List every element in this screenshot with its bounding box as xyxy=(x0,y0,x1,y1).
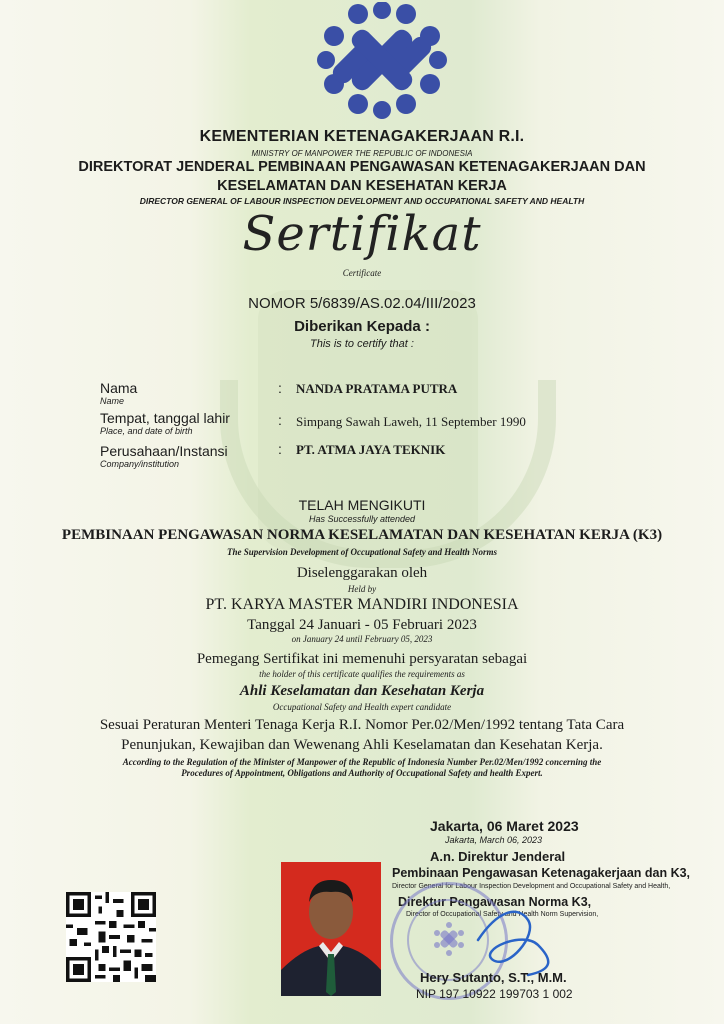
signature-scribble xyxy=(468,900,558,980)
ministry-name-en: MINISTRY OF MANPOWER THE REPUBLIC OF INDONESIA xyxy=(251,149,473,158)
given-to: Diberikan Kepada : xyxy=(294,318,430,335)
directorate-line1: DIREKTORAT JENDERAL PEMBINAAN PENGAWASAN KETENAGAKERJAAN DAN xyxy=(78,159,646,175)
regulation-en-line1: According to the Regulation of the Minister of Manpower of the Republic of Indonesia Number Per.02/Men/1992 concerning the xyxy=(122,757,602,767)
regulation-line2: Penunjukan, Kewajiban dan Wewenang Ahli Keselamatan dan Kesehatan Kerja. xyxy=(121,737,603,753)
holder-photo xyxy=(281,862,381,996)
qualifies-en: the holder of this certificate qualifies the requirements as xyxy=(259,669,465,679)
field-value-birth: Simpang Sawah Laweh, 11 September 1990 xyxy=(296,414,526,429)
field-label: Nama xyxy=(100,380,138,396)
sign-on-behalf: A.n. Direktur Jenderal xyxy=(430,849,566,864)
directorate-en: DIRECTOR GENERAL OF LABOUR INSPECTION DEVELOPMENT AND OCCUPATIONAL SAFETY AND HEALTH xyxy=(139,196,585,206)
role-title-en: Occupational Safety and Health expert candidate xyxy=(272,702,452,712)
field-value-name: NANDA PRATAMA PUTRA xyxy=(296,381,458,396)
program-title-en: The Supervision Development of Occupational Safety and Health Norms xyxy=(227,547,497,557)
attended: TELAH MENGIKUTI xyxy=(298,497,426,513)
field-label-en: Company/institution xyxy=(100,459,180,469)
directorate-line2: KESELAMATAN DAN KESEHATAN KERJA xyxy=(217,178,507,194)
qualifies: Pemegang Sertifikat ini memenuhi persyaratan sebagai xyxy=(196,651,528,667)
qr-code xyxy=(66,892,156,982)
field-label: Perusahaan/Instansi xyxy=(100,443,228,459)
sign-director-en: Director of Occupational Safety and Health Norm Supervision, xyxy=(406,911,599,918)
field-birth xyxy=(100,410,230,436)
stamp-logo-icon xyxy=(431,921,467,957)
field-label: Tempat, tanggal lahir xyxy=(100,410,230,426)
person-portrait-icon xyxy=(281,862,381,996)
program-title: PEMBINAAN PENGAWASAN NORMA KESELAMATAN DAN KESEHATAN KERJA (K3) xyxy=(61,527,663,543)
certificate-title-en: Certificate xyxy=(342,268,382,278)
certificate-title: Sertifikat xyxy=(242,206,482,262)
sign-name: Hery Sutanto, S.T., M.M. xyxy=(420,970,567,985)
sign-director: Direktur Pengawasan Norma K3, xyxy=(398,895,592,909)
sign-place-date-en: Jakarta, March 06, 2023 xyxy=(445,835,543,845)
regulation-en-line2: Procedures of Appointment, Obligations and Authority of Occupational Safety and health Expert. xyxy=(181,768,543,778)
training-date: Tanggal 24 Januari - 05 Februari 2023 xyxy=(247,617,477,633)
field-colon: : xyxy=(278,412,282,428)
ministry-logo-icon xyxy=(312,2,452,120)
regulation-line1: Sesuai Peraturan Menteri Tenaga Kerja R.I. Nomor Per.02/Men/1992 tentang Tata Cara xyxy=(99,717,625,733)
field-label-en: Place, and date of birth xyxy=(100,426,193,436)
field-name xyxy=(100,380,137,406)
sign-dg-title-en: Director General for Labour Inspection Development and Occupational Safety and Health, xyxy=(392,883,671,890)
sign-nip: NIP 197 10922 199703 1 002 xyxy=(416,987,573,1001)
attended-en: Has Successfully attended xyxy=(308,514,416,524)
sign-dg-title: Pembinaan Pengawasan Ketenagakerjaan dan K3, xyxy=(392,866,691,880)
certificate-number: NOMOR 5/6839/AS.02.04/III/2023 xyxy=(248,295,476,312)
organized-by-en: Held by xyxy=(347,584,377,594)
field-colon: : xyxy=(278,380,282,396)
field-company xyxy=(100,443,228,469)
field-colon: : xyxy=(278,441,282,457)
organizer: PT. KARYA MASTER MANDIRI INDONESIA xyxy=(205,596,519,613)
sign-place-date: Jakarta, 06 Maret 2023 xyxy=(430,818,579,834)
field-value-company: PT. ATMA JAYA TEKNIK xyxy=(296,442,446,457)
training-date-en: on January 24 until February 05, 2023 xyxy=(291,634,433,644)
organized-by: Diselenggarakan oleh xyxy=(296,565,428,581)
given-to-en: This is to certify that : xyxy=(310,338,414,350)
role-title: Ahli Keselamatan dan Kesehatan Kerja xyxy=(239,683,485,699)
ministry-name: KEMENTERIAN KETENAGAKERJAAN R.I. xyxy=(199,128,525,145)
field-label-en: Name xyxy=(100,396,125,406)
